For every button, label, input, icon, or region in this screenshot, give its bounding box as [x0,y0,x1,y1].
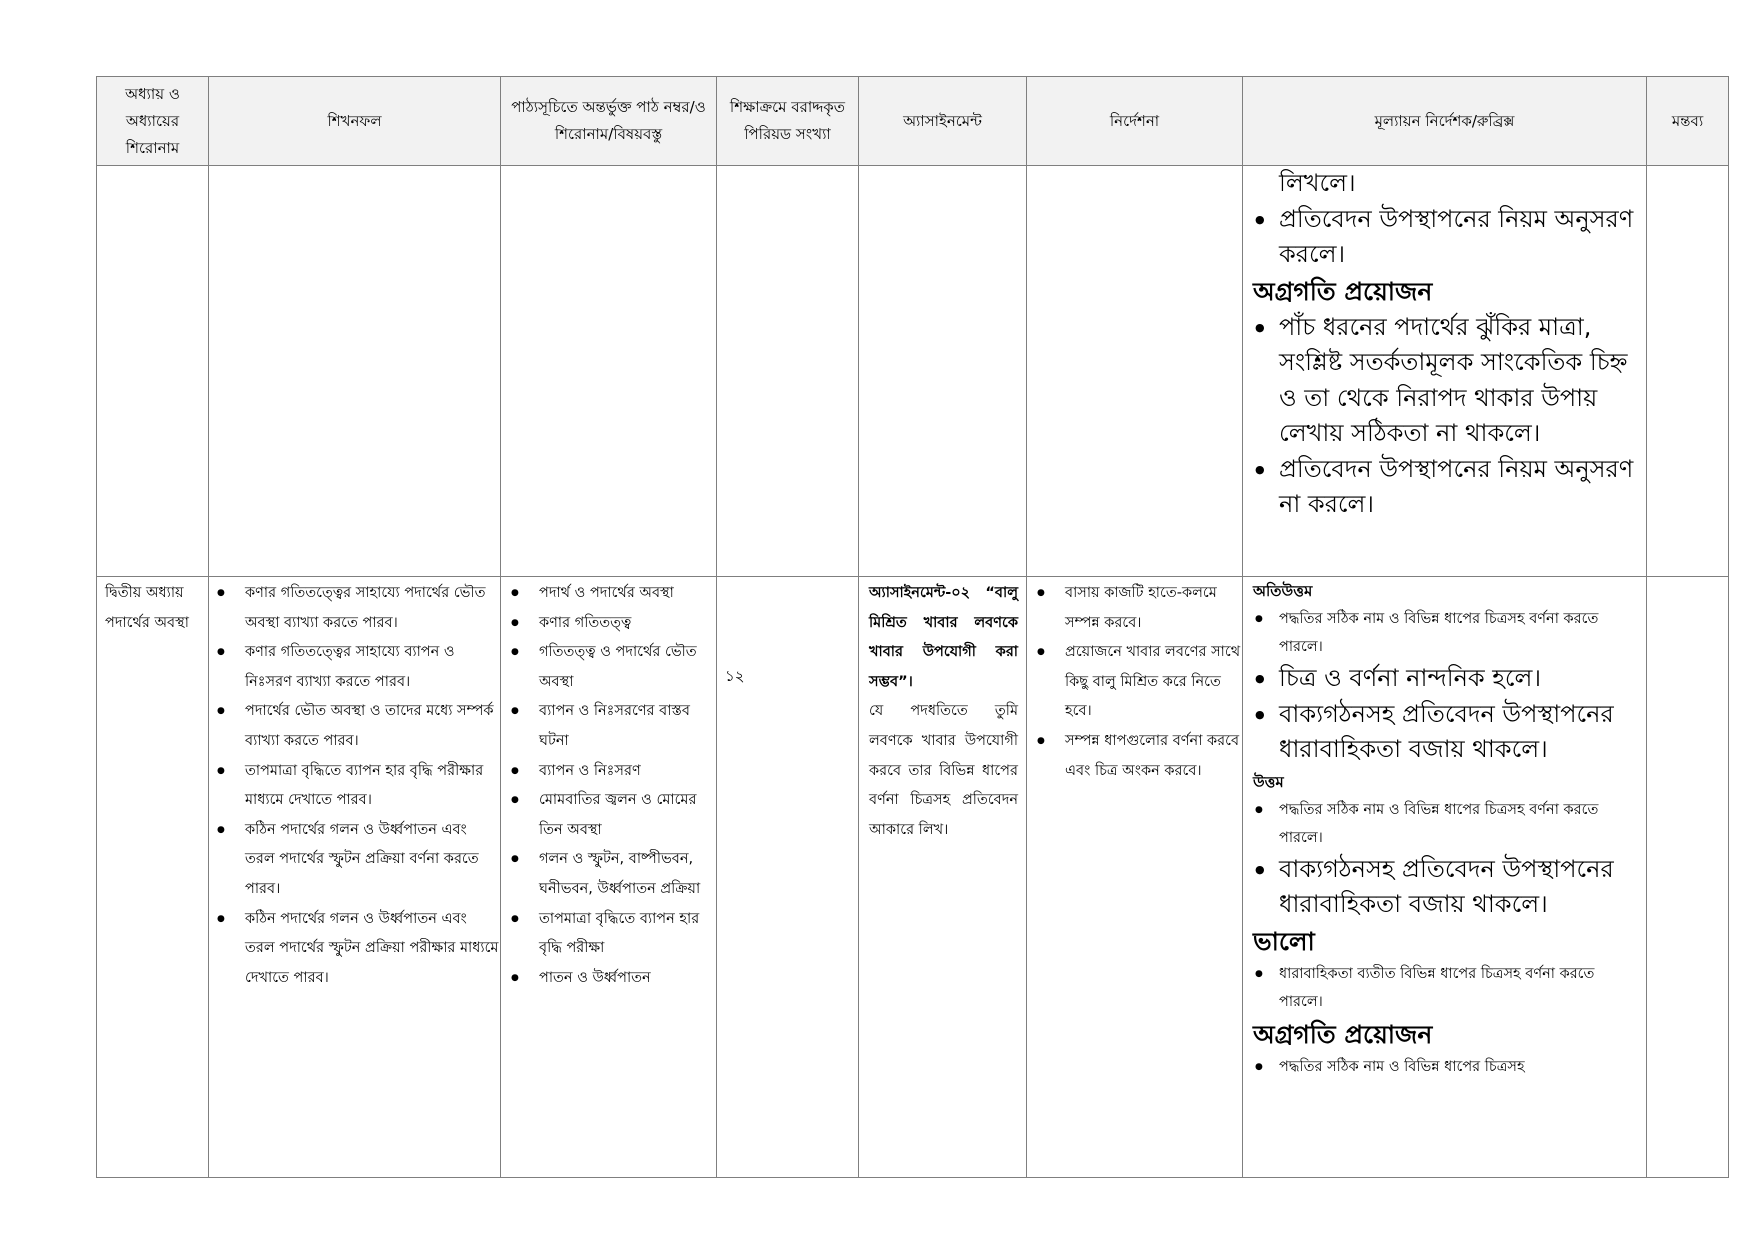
rubric-level-heading: অগ্রগতি প্রয়োজন [1253,276,1433,306]
learning-outcome-item: ● কঠিন পদার্থের গলন ও উর্ধ্বপাতন এবং তরল পদার্থের স্ফুটন প্রক্রিয়া বর্ণনা করতে পারব। [213,816,500,905]
rubric-list [1243,577,1646,1081]
rubric-criterion: ● পাঁচ ধরনের পদার্থের ঝুঁকির মাত্রা, সংশ্লিষ্ট সতর্কতামূলক সাংকেতিক চিহ্ন ও তা থেকে নিরাপদ থাকার উপায় লেখায় সঠিকতা না থাকলে। [1253,310,1642,452]
assignment-body: যে পদধতিতে তুমি লবণকে খাবার উপযোগী করবে তার বিভিন্ন ধাপের বর্ণনা চিত্রসহ প্রতিবেদন আকারে লিখ। [869,703,1018,838]
header-instructions: নির্দেশনা [1027,77,1243,166]
rubric-criterion: ● ধারাবাহিকতা ব্যতীত বিভিন্ন ধাপের চিত্রসহ বর্ণনা করতে পারলে। [1253,960,1642,1016]
rubric-criterion: ● বাক্যগঠনসহ প্রতিবেদন উপস্থাপনের ধারাবাহিকতা বজায় থাকলে। [1253,697,1642,768]
instructions-list [1027,577,1242,786]
assignment-block [859,577,1026,845]
empty-cell [717,166,859,577]
instruction-item: ● বাসায় কাজটি হাতে-কলমে সম্পন্ন করবে। [1033,579,1242,638]
assignment-title: অ্যাসাইনমেন্ট-০২ “বালু মিশ্রিত খাবার লবণকে খাবার উপযোগী করা সম্ভব”। [869,585,1018,690]
rubric-cell-continued [1243,166,1647,577]
learning-outcome-item: ● তাপমাত্রা বৃদ্ধিতে ব্যাপন হার বৃদ্ধি পরীক্ষার মাধ্যমে দেখাতে পারব। [213,757,500,816]
learning-outcomes-list [209,577,500,993]
header-rubric: মূল্যায়ন নির্দেশক/রুব্রিক্স [1243,77,1647,166]
rubric-criteria-list [1253,960,1642,1016]
continued-row [97,166,1729,577]
rubric-criterion: ● প্রতিবেদন উপস্থাপনের নিয়ম অনুসরণ না করলে। [1253,452,1642,523]
header-periods: শিক্ষাক্রমে বরাদ্দকৃত পিরিয়ড সংখ্যা [717,77,859,166]
instruction-item: ● সম্পন্ন ধাপগুলোর বর্ণনা করবে এবং চিত্র অংকন করবে। [1033,727,1242,786]
lesson-item: ● ব্যাপন ও নিঃসরণের বাস্তব ঘটনা [507,697,716,756]
lesson-plan-table [96,76,1729,1178]
assignment-cell [859,577,1027,1178]
remarks-cell [1647,577,1729,1178]
periods-value: ১২ [725,667,745,685]
header-chapter: অধ্যায় ও অধ্যায়ের শিরোনাম [97,77,209,166]
header-lessons: পাঠ্যসূচিতে অন্তর্ভুক্ত পাঠ নম্বর/ও শিরোনাম/বিষয়বস্তু [501,77,717,166]
lesson-item: ● মোমবাতির জ্বলন ও মোমের তিন অবস্থা [507,786,716,845]
lesson-item: ● পদার্থ ও পদার্থের অবস্থা [507,579,716,609]
rubric-criteria-list [1253,166,1642,273]
empty-cell [209,166,501,577]
instruction-item: ● প্রয়োজনে খাবার লবণের সাথে কিছু বালু মিশ্রিত করে নিতে হবে। [1033,638,1242,727]
rubric-level-heading: অতিউত্তম [1253,582,1313,600]
rubric-criterion: ● প্রতিবেদন উপস্থাপনের নিয়ম অনুসরণ করলে। [1253,202,1642,273]
learning-outcomes-cell [209,577,501,1178]
rubric-criterion: লিখলে। [1279,169,1356,197]
rubric-list [1243,166,1646,523]
remarks-value [1647,577,1728,579]
lesson-item: ● ব্যাপন ও নিঃসরণ [507,757,716,787]
lesson-item: ● গলন ও স্ফুটন, বাষ্পীভবন, ঘনীভবন, উর্ধ্বপাতন প্রক্রিয়া [507,845,716,904]
rubric-criteria-list [1253,310,1642,523]
lessons-cell [501,577,717,1178]
rubric-criterion: ● বাক্যগঠনসহ প্রতিবেদন উপস্থাপনের ধারাবাহিকতা বজায় থাকলে। [1253,852,1642,923]
instructions-cell [1027,577,1243,1178]
lesson-item: ● পাতন ও উর্ধ্বপাতন [507,964,716,994]
lesson-item: ● তাপমাত্রা বৃদ্ধিতে ব্যাপন হার বৃদ্ধি পরীক্ষা [507,905,716,964]
rubric-level-heading: অগ্রগতি প্রয়োজন [1253,1019,1433,1049]
rubric-level-heading: উত্তম [1253,772,1284,791]
learning-outcome-item: ● পদার্থের ভৌত অবস্থা ও তাদের মধ্যে সম্পর্ক ব্যাখ্যা করতে পারব। [213,697,500,756]
rubric-criterion: ● পদ্ধতির সঠিক নাম ও বিভিন্ন ধাপের চিত্রসহ বর্ণনা করতে পারলে। [1253,796,1642,852]
empty-cell [1027,166,1243,577]
header-assignment: অ্যাসাইনমেন্ট [859,77,1027,166]
header-learning-outcomes: শিখনফল [209,77,501,166]
lessons-list [501,577,716,993]
learning-outcome-item: ● কণার গতিতত্ত্বের সাহায্যে পদার্থের ভৌত অবস্থা ব্যাখ্যা করতে পারব। [213,579,500,638]
rubric-criterion: ● চিত্র ও বর্ণনা নান্দনিক হলে। [1253,661,1642,697]
chapter-cell [97,577,209,1178]
lesson-item: ● কণার গতিতত্ত্ব [507,609,716,639]
rubric-level-heading: ভালো [1253,926,1315,956]
rubric-cell [1243,577,1647,1178]
empty-cell [97,166,209,577]
header-remarks: মন্তব্য [1647,77,1729,166]
learning-outcome-item: ● কণার গতিতত্ত্বের সাহায্যে ব্যাপন ও নিঃসরণ ব্যাখ্যা করতে পারব। [213,638,500,697]
lesson-item: ● গতিতত্ত্ব ও পদার্থের ভৌত অবস্থা [507,638,716,697]
chapter-row [97,577,1729,1178]
chapter-title: দ্বিতীয় অধ্যায় পদার্থের অবস্থা [105,585,189,631]
remarks-cell [1647,166,1729,577]
periods-cell [717,577,859,1178]
rubric-criteria-list [1253,1053,1642,1081]
rubric-criteria-list [1253,796,1642,923]
rubric-criterion: ● পদ্ধতির সঠিক নাম ও বিভিন্ন ধাপের চিত্রসহ [1253,1053,1642,1081]
header-row [97,77,1729,166]
empty-cell [501,166,717,577]
empty-cell [859,166,1027,577]
learning-outcome-item: ● কঠিন পদার্থের গলন ও উর্ধ্বপাতন এবং তরল পদার্থের স্ফুটন প্রক্রিয়া পরীক্ষার মাধ্যমে দেখাতে পারব। [213,905,500,994]
rubric-criteria-list [1253,605,1642,768]
rubric-criterion: ● পদ্ধতির সঠিক নাম ও বিভিন্ন ধাপের চিত্রসহ বর্ণনা করতে পারলে। [1253,605,1642,661]
